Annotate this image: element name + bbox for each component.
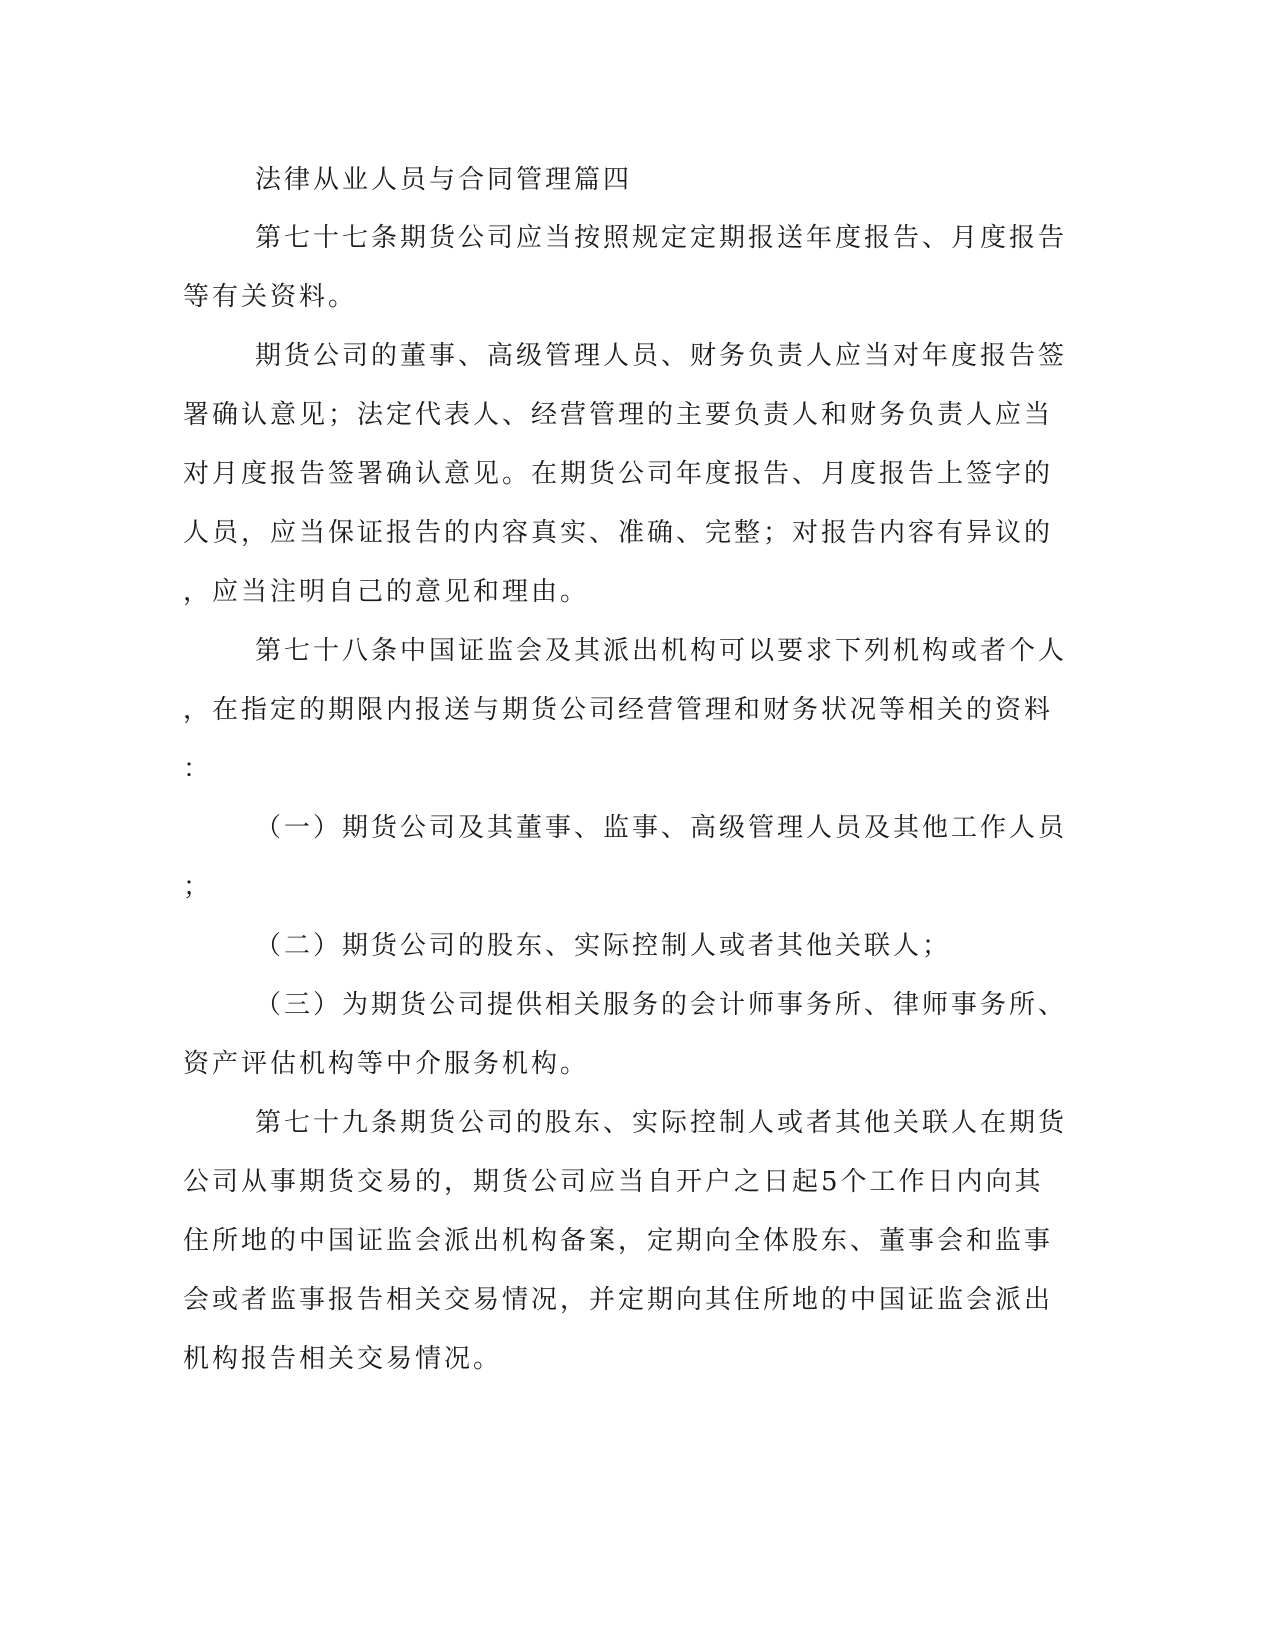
paragraph-line: 等有关资料。 [183,282,358,312]
list-item-line: （三）为期货公司提供相关服务的会计师事务所、律师事务所、 [255,990,1068,1020]
paragraph-line: 会或者监事报告相关交易情况，并定期向其住所地的中国证监会派出 [183,1285,1054,1315]
paragraph-line: ，应当注明自己的意见和理由。 [183,577,590,607]
paragraph-line: 署确认意见；法定代表人、经营管理的主要负责人和财务负责人应当 [183,400,1054,430]
paragraph-line: 公司从事期货交易的，期货公司应当自开户之日起5个工作日内向其 [183,1167,1044,1197]
paragraph-line: ： [183,754,213,784]
paragraph-line: ，在指定的期限内报送与期货公司经营管理和财务状况等相关的资料 [183,695,1054,725]
paragraph-line: 期货公司的董事、高级管理人员、财务负责人应当对年度报告签 [255,341,1068,371]
list-item-line: 资产评估机构等中介服务机构。 [183,1049,590,1079]
paragraph-line: 第七十八条中国证监会及其派出机构可以要求下列机构或者个人 [255,636,1068,666]
paragraph-line: 对月度报告签署确认意见。在期货公司年度报告、月度报告上签字的 [183,459,1054,489]
paragraph-line: 第七十七条期货公司应当按照规定定期报送年度报告、月度报告 [255,223,1068,253]
document-title: 法律从业人员与合同管理篇四 [255,165,633,195]
list-item-line: （二）期货公司的股东、实际控制人或者其他关联人； [255,931,952,961]
paragraph-line: 机构报告相关交易情况。 [183,1344,503,1374]
paragraph-line: 住所地的中国证监会派出机构备案，定期向全体股东、董事会和监事 [183,1226,1054,1256]
list-item-line: （一）期货公司及其董事、监事、高级管理人员及其他工作人员 [255,813,1068,843]
list-item-line: ； [183,872,213,902]
paragraph-line: 人员，应当保证报告的内容真实、准确、完整；对报告内容有异议的 [183,518,1054,548]
paragraph-line: 第七十九条期货公司的股东、实际控制人或者其他关联人在期货 [255,1108,1068,1138]
